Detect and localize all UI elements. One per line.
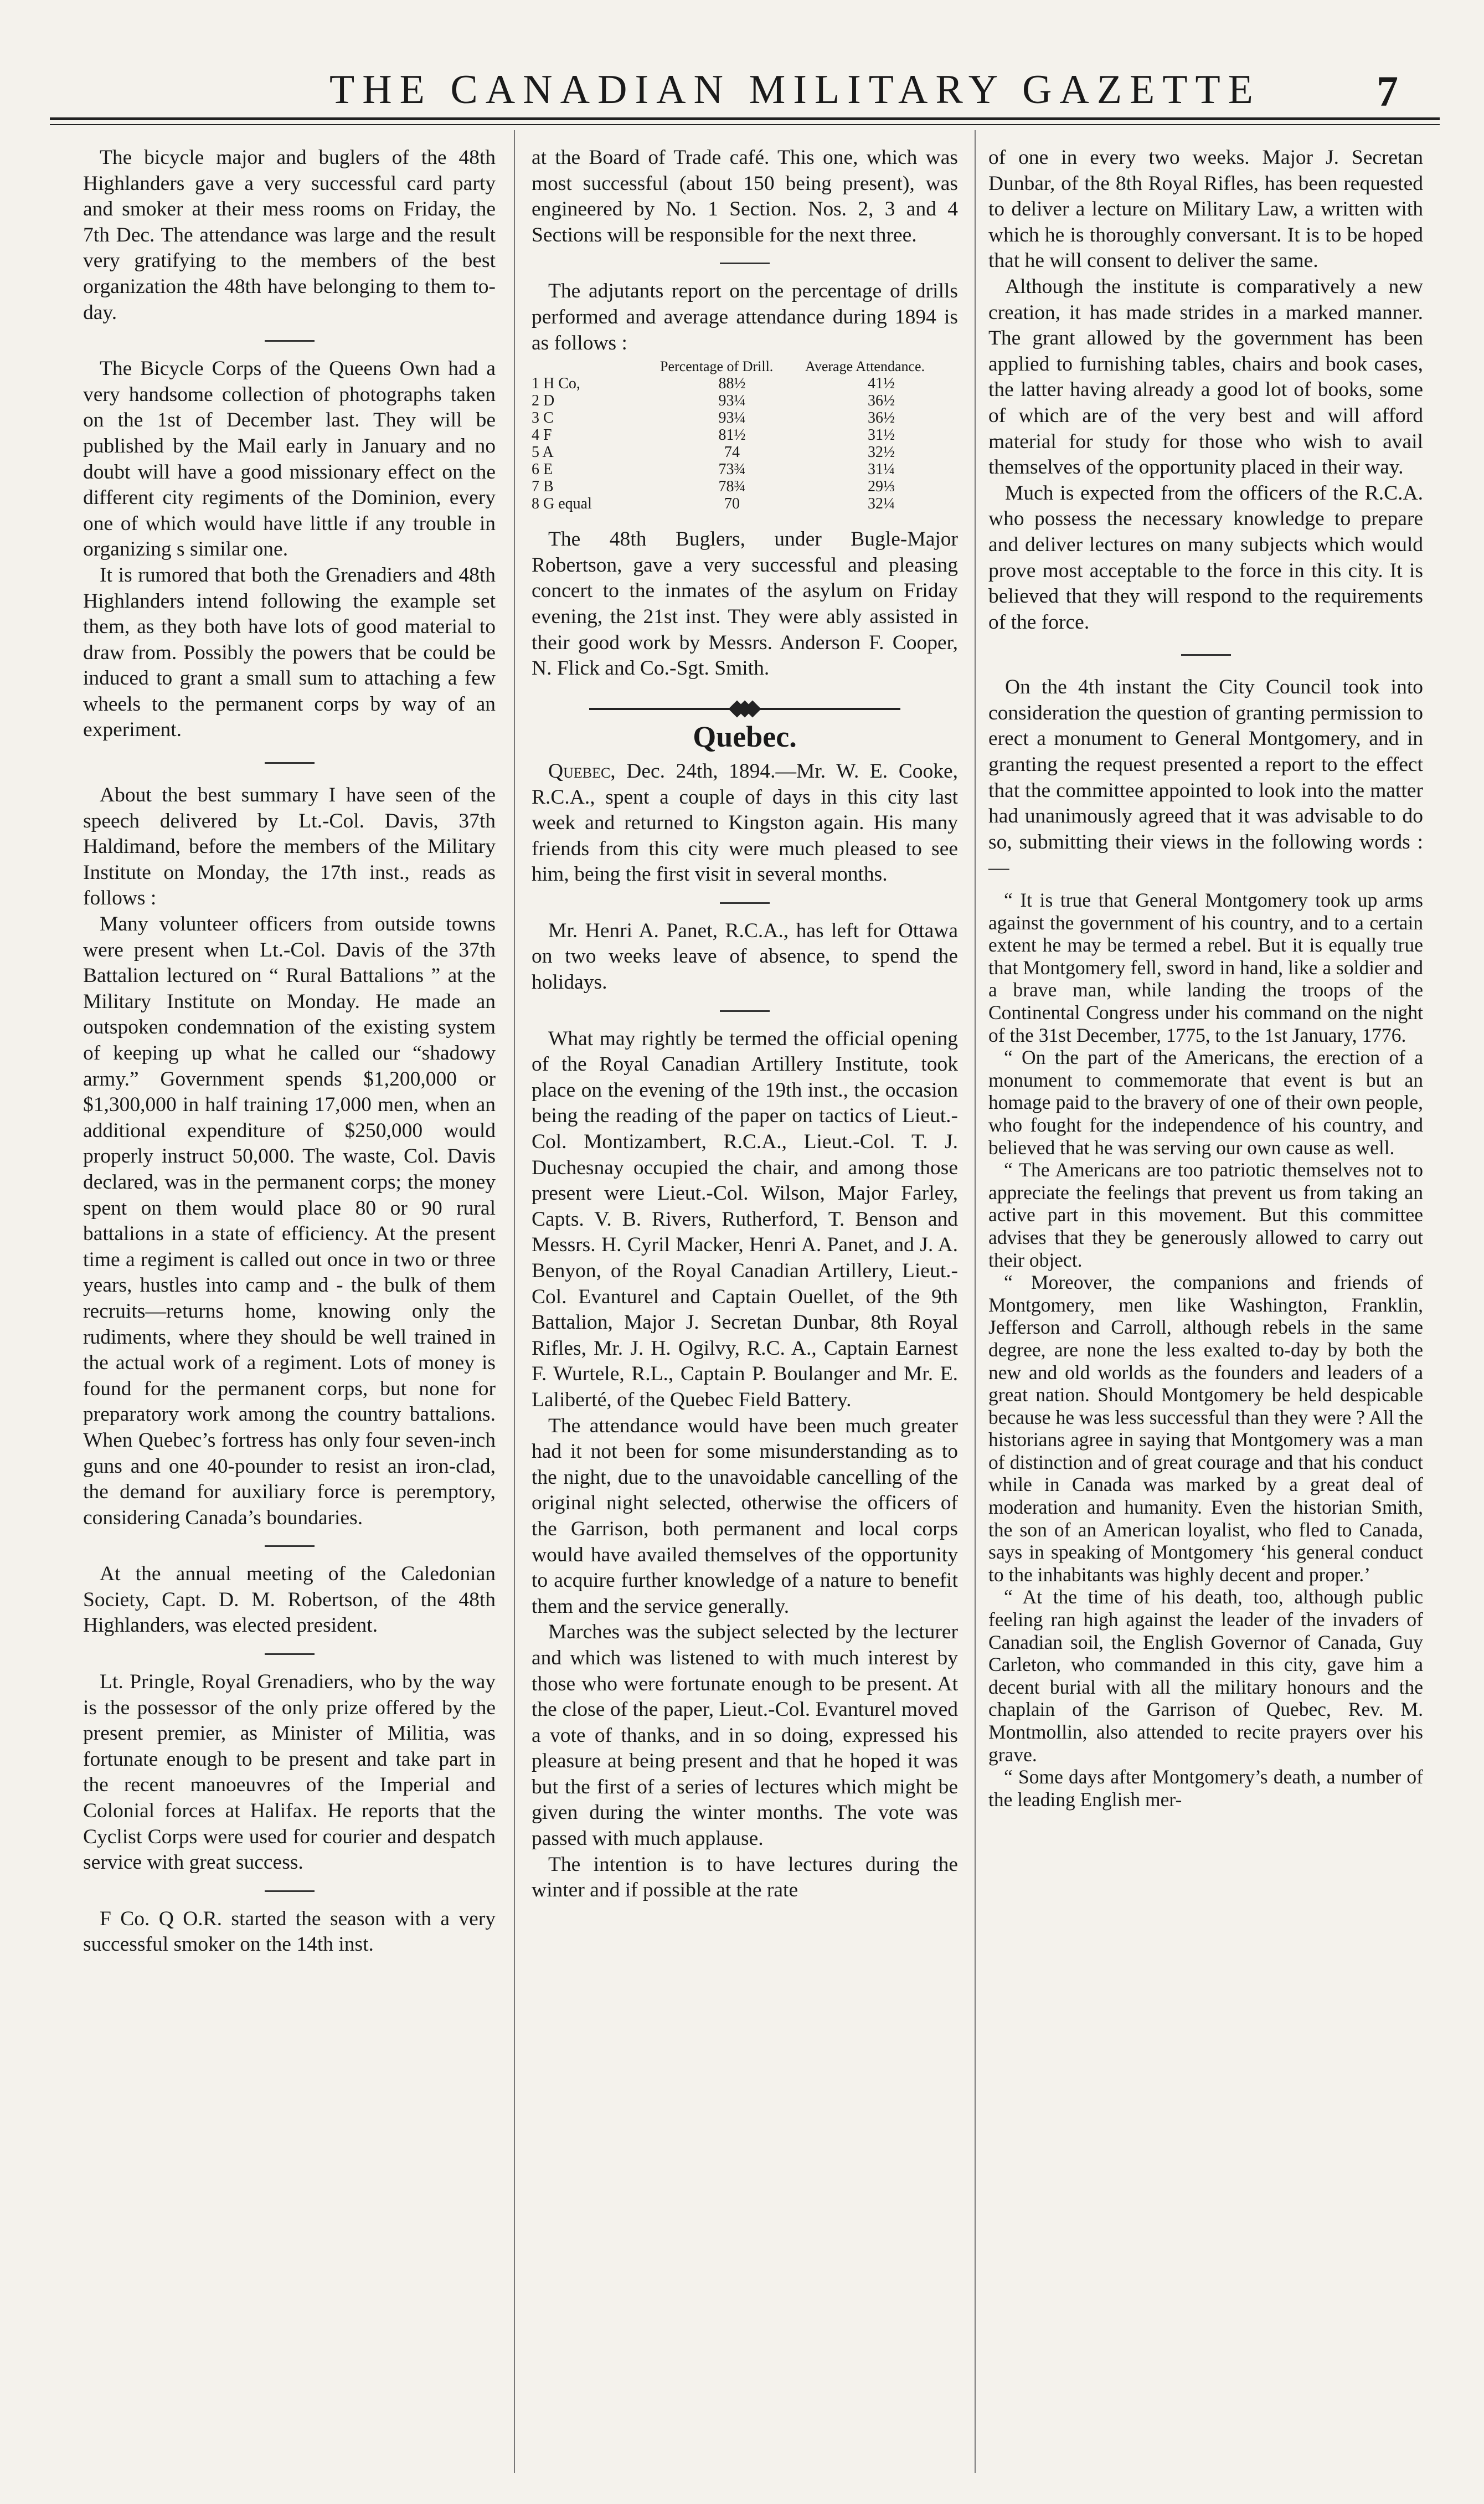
article-paragraph: Mr. Henri A. Panet, R.C.A., has left for Ottawa on two weeks leave of absence, to spend the holidays. <box>532 919 958 994</box>
table-cell: 31½ <box>868 426 895 444</box>
table-row <box>532 375 958 392</box>
article-paragraph: The attendance would have been much greater had it not been for some misunderstanding as to the night, due to the unavoidable cancelling of the original night selected, otherwise the officers of the Garrison, both permanent and local corps would have availed themselves of the opportunity to acquire further knowledge of a nature to benefit them and the service generally. <box>532 1414 958 1618</box>
section-heading-quebec: Quebec. <box>693 720 797 754</box>
table-header: Average Attendance. <box>805 358 925 375</box>
separator <box>720 263 770 264</box>
dateline: Quebec, <box>548 759 616 783</box>
article-paragraph: Lt. Pringle, Royal Grenadiers, who by the way is the possessor of the only prize offered by the present premier, as Minister of Militia, was fortunate enough to be present and take part in the recent manoeuvres of the Imperial and Colonial forces at Halifax. He reports that the Cyclist Corps were used for courier and despatch service with great success. <box>83 1670 496 1874</box>
separator <box>265 762 315 764</box>
table-row <box>532 461 958 478</box>
section-ornament <box>532 694 958 720</box>
table-cell-label: 8 G <box>532 495 555 513</box>
column-3 <box>988 145 1423 1811</box>
table-row <box>532 478 958 495</box>
separator <box>265 1545 315 1547</box>
article-paragraph: Many volunteer officers from outside towns were present when Lt.-Col. Davis of the 37th Battalion lectured on “ Rural Battalions ” at the Military Institute on Monday. He made an outspoken condemnation of the existing system of keeping up what he called our “shadowy army.” Government spends $1,200,000 or $1,300,000 in half training 17,000 men, when an additional expenditure of $250,000 would properly instruct 50,000. The waste, Col. Davis declared, was in the permanent corps; the money spent on them would place 80 or 90 rural battalions in a state of efficiency. At the present time a regiment is called out once in two or three years, hustles into camp and - the bulk of them recruits—returns home, knowing only the rudiments, where they should be well trained in the actual work of a regiment. Lots of money is found for the permanent corps, but none for preparatory work among the country battalions. When Quebec’s fortress has only four seven-inch guns and one 40-pounder to resist an iron-clad, the demand for auxiliary force is peremptory, considering Canada’s boundaries. <box>83 913 496 1529</box>
table-cell: 7 B <box>532 478 554 496</box>
table-header-row <box>532 358 958 375</box>
table-cell: 74 <box>724 444 740 461</box>
table-row <box>532 426 958 444</box>
table-cell: 4 F <box>532 426 552 444</box>
table-row <box>532 444 958 461</box>
table-cell: 29⅓ <box>868 478 895 496</box>
article-paragraph: F Co. Q O.R. started the season with a very successful smoker on the 14th inst. <box>83 1907 496 1956</box>
separator <box>265 1653 315 1655</box>
table-cell: 2 D <box>532 392 555 410</box>
article-paragraph: Marches was the subject selected by the lecturer and which was listened to with much interest by those who were fortunate enough to be present. At the close of the paper, Lieut.-Col. Evanturel moved a vote of thanks, and in so doing, expressed his pleasure at being present and that he hoped it was but the first of a series of lectures which might be given during the winter months. The vote was passed with much applause. <box>532 1621 958 1850</box>
article-paragraph: The bicycle major and buglers of the 48th Highlanders gave a very successful card party and smoker at their mess rooms on Friday, the 7th Dec. The attendance was large and the result very gratifying to the members of the best organization the 48th have belonging to them to-day. <box>83 146 496 324</box>
newspaper-title: THE CANADIAN MILITARY GAZETTE <box>329 67 1261 112</box>
column-divider-1 <box>514 130 515 2473</box>
article-paragraph: of one in every two weeks. Major J. Secretan Dunbar, of the 8th Royal Rifles, has been requested to deliver a lecture on Military Law, a written with which he is thoroughly conversant. It is to be hoped that he will consent to deliver the same. <box>988 146 1423 272</box>
article-paragraph: On the 4th instant the City Council took into consideration the question of granting permission to erect a monument to General Montgomery, and in granting the request presented a report to the effect that the committee appointed to look into the matter had unanimously agreed that it was advisable to do so, submitting their views in the following words :— <box>988 676 1423 880</box>
masthead-rule-thick <box>50 117 1440 120</box>
masthead-rule-thin <box>50 124 1440 125</box>
table-cell: 32½ <box>868 444 895 461</box>
article-paragraph: It is rumored that both the Grenadiers and 48th Highlanders intend following the example set them, as they both have lots of good material to draw from. Possibly the powers that be could be induced to grant a small sum to attaching a few wheels to the permanent corps by way of an experiment. <box>83 563 496 742</box>
quote-paragraph: “ Some days after Montgomery’s death, a number of the leading English mer- <box>988 1766 1423 1811</box>
quote-paragraph: “ On the part of the Americans, the erection of a monument to commemorate that event is but an homage paid to the bravery of one of their own people, who fought for the independence of his country, and believed that he was serving our own cause as well. <box>988 1046 1423 1159</box>
table-cell: 70 <box>724 495 740 513</box>
page-number: 7 <box>1377 67 1398 115</box>
separator <box>720 1010 770 1012</box>
article-paragraph: What may rightly be termed the official opening of the Royal Canadian Artillery Institute, took place on the evening of the 19th inst., the occasion being the reading of the paper on tactics of Lieut.-Col. Montizambert, R.C.A., Lieut.-Col. T. J. Duchesnay occupied the chair, and among those present were Lieut.-Col. Wilson, Major Farley, Capts. V. B. Rivers, Rutherford, T. Benson and Messrs. H. Cyril Macker, Henri A. Panet, and J. A. Benyon, of the Royal Canadian Artillery, Lieut.-Col. Evanturel and Captain Ouellet, of the 9th Battalion, Major J. Secretan Dunbar, 8th Royal Rifles, Mr. J. H. Ogilvy, R.C. A., Captain Earnest F. Wurtele, R.L., Captain P. Boulanger and Mr. E. Laliberté, of the Quebec Field Battery. <box>532 1027 958 1411</box>
table-cell: 88½ <box>718 375 746 393</box>
table-cell: 81½ <box>718 426 746 444</box>
separator <box>265 340 315 342</box>
table-cell: 31¼ <box>868 461 895 479</box>
article-paragraph <box>532 759 958 888</box>
masthead <box>53 66 1415 116</box>
article-paragraph: The adjutants report on the percentage of drills performed and average attendance during 1894 is as follows : <box>532 280 958 354</box>
article-paragraph: The Bicycle Corps of the Queens Own had a very handsome collection of photographs taken on the 1st of December last. They will be published by the Mail early in January and no doubt will have a good missionary effect on the different city regiments of the Dominion, every one of which would have little if any trouble in organizing s similar one. <box>83 357 496 561</box>
column-1 <box>83 145 496 1958</box>
table-cell: 41½ <box>868 375 895 393</box>
quote-paragraph: “ It is true that General Montgomery took up arms against the government of his country, and to a certain extent he may be termed a rebel. But it is equally true that Montgomery fell, sword in hand, like a soldier and a brave man, while landing the troops of the Continental Congress under his command on the night of the 31st December, 1775, to the 1st January, 1776. <box>988 889 1423 1046</box>
table-cell: 78¾ <box>718 478 746 496</box>
quote-paragraph: “ Moreover, the companions and friends of Montgomery, men like Washington, Franklin, Jefferson and Carroll, although rebels in the same degree, are none the less exalted to-day by both the new and old worlds as the founders and leaders of a great nation. Should Montgomery be held despicable because he was less successful than they were ? All the historians agree in saying that Montgomery was a man of distinction and of great courage and that his conduct while in Canada was marked by a great deal of moderation and humanity. Even the historian Smith, the son of an American loyalist, who fled to Canada, says in speaking of Montgomery ‘his general conduct to the inhabitants was highly decent and proper.’ <box>988 1271 1423 1586</box>
equal-note: equal <box>558 495 592 513</box>
table-cell: 32¼ <box>868 495 895 513</box>
table-cell: 36½ <box>868 392 895 410</box>
table-cell: 6 E <box>532 461 553 479</box>
table-cell: 93¼ <box>718 409 746 427</box>
separator <box>265 1890 315 1892</box>
column-divider-2 <box>975 130 976 2473</box>
table-row <box>532 495 958 512</box>
table-cell: 36½ <box>868 409 895 427</box>
quote-paragraph: “ The Americans are too patriotic themselves not to appreciate the feelings that prevent us from taking an active part in this movement. But this committee advises that they be generously allowed to carry out their object. <box>988 1159 1423 1271</box>
separator <box>720 902 770 904</box>
article-paragraph: The 48th Buglers, under Bugle-Major Robertson, gave a very successful and pleasing concert to the inmates of the asylum on Friday evening, the 21st inst. They were ably assisted in their good work by Messrs. Anderson F. Cooper, N. Flick and Co.-Sgt. Smith. <box>532 528 958 680</box>
dateline-text: Dec. 24th, 1894.—Mr. W. E. Cooke, R.C.A., spent a couple of days in this city last week and returned to Kingston again. His many friends from this city were much pleased to see him, being the first visit in several months. <box>532 759 959 886</box>
council-report-quote <box>988 889 1423 1811</box>
article-paragraph: At the annual meeting of the Caledonian Society, Capt. D. M. Robertson, of the 48th Highlanders, was elected president. <box>83 1562 496 1637</box>
article-paragraph: at the Board of Trade café. This one, which was most successful (about 150 being present), was engineered by No. 1 Section. Nos. 2, 3 and 4 Sections will be responsible for the next three. <box>532 146 958 246</box>
table-cell: 5 A <box>532 444 554 461</box>
table-row <box>532 409 958 426</box>
article-paragraph: The intention is to have lectures during the winter and if possible at the rate <box>532 1853 958 1902</box>
drill-attendance-table <box>532 358 958 512</box>
column-2 <box>532 145 958 1904</box>
table-cell: 1 H Co, <box>532 375 580 393</box>
article-paragraph: Although the institute is comparatively a new creation, it has made strides in a marked manner. The grant allowed by the government has been applied to furnishing tables, chairs and book cases, the latter having already a good lot of books, some of which are of the very best and will afford material for study for those who wish to avail themselves of the opportunity placed in their way. <box>988 275 1423 479</box>
table-cell: 73¾ <box>718 461 746 479</box>
table-cell: 93¼ <box>718 392 746 410</box>
table-cell: 3 C <box>532 409 554 427</box>
article-paragraph: Much is expected from the officers of the R.C.A. who possess the necessary knowledge to prepare and deliver lectures on many subjects which would prove most acceptable to the force in this city. It is believed that they will respond to the requirements of the force. <box>988 481 1423 634</box>
article-paragraph: About the best summary I have seen of the speech delivered by Lt.-Col. Davis, 37th Haldimand, before the members of the Military Institute on Monday, the 17th inst., reads as follows : <box>83 784 496 910</box>
quote-paragraph: “ At the time of his death, too, although public feeling ran high against the leader of the invaders of Canadian soil, the English Governor of Canada, Guy Carleton, who commanded in this city, gave him a decent burial with all the military honours and the chaplain of the Garrison of Quebec, Rev. M. Montmollin, also attended to recite prayers over his grave. <box>988 1586 1423 1766</box>
table-header: Percentage of Drill. <box>660 358 774 375</box>
separator <box>1181 654 1231 656</box>
table-row <box>532 392 958 409</box>
table-cell <box>532 495 659 512</box>
